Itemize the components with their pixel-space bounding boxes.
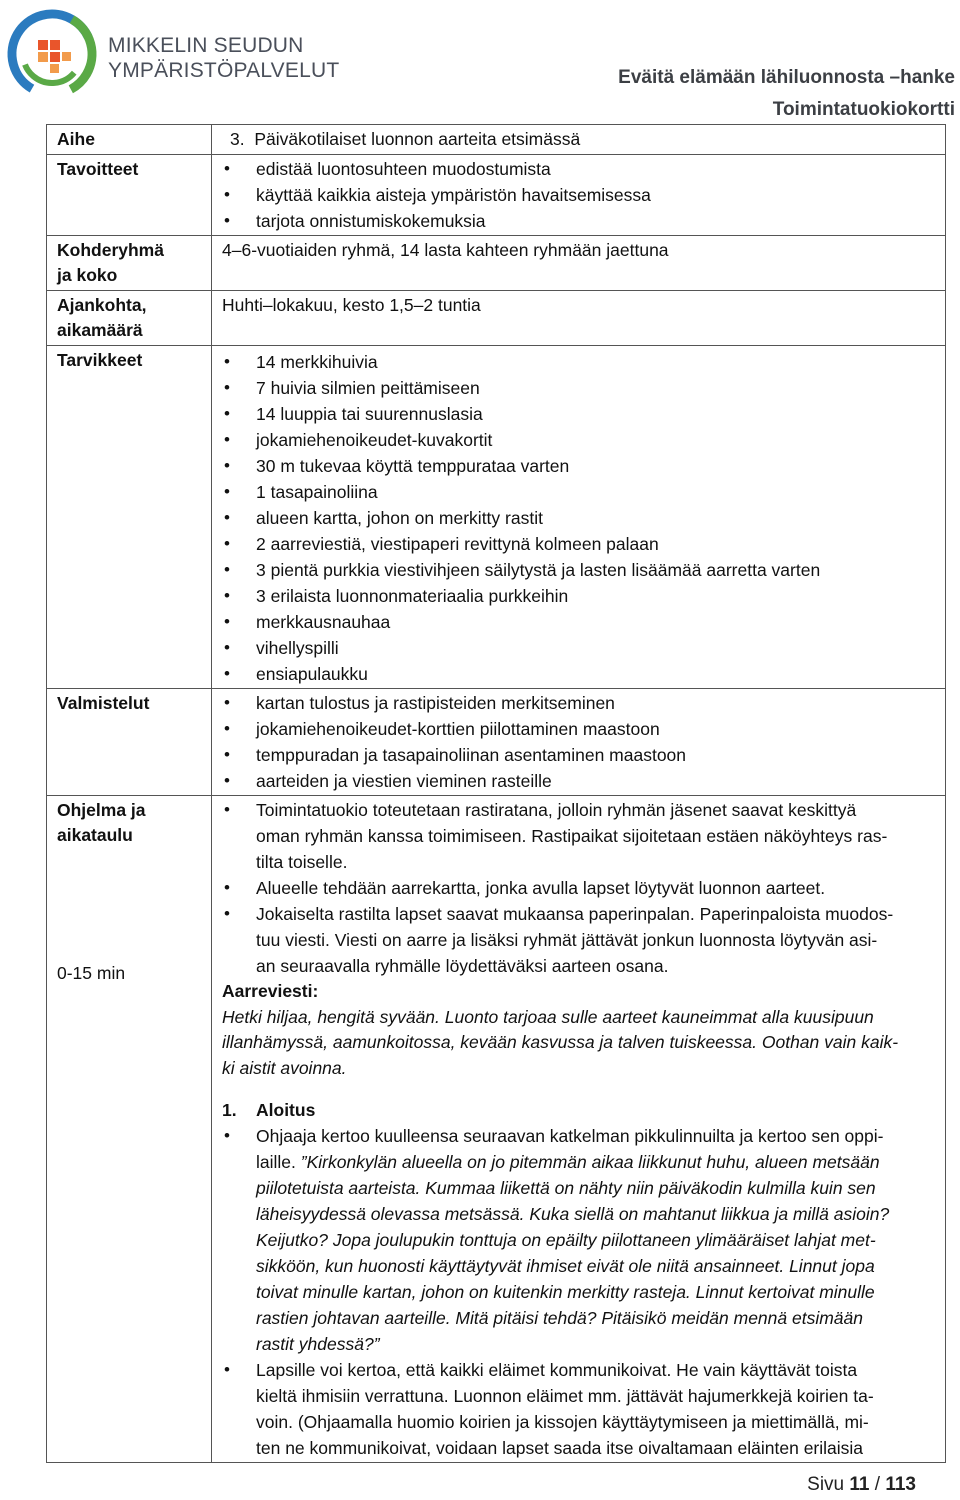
row-ohjelma [47, 796, 946, 1083]
list-item: • 3 pientä purkkia viestivihjeen säilytystä ja lasten lisäämää aarretta varten [222, 557, 937, 583]
list-item: • 7 huivia silmien peittämiseen [222, 375, 937, 401]
supplies-list [222, 349, 937, 687]
list-item: • 2 aarreviestiä, viestipaperi revittynä kolmeen palaan [222, 531, 937, 557]
row-label [47, 963, 212, 1463]
activity-card-table [46, 124, 946, 1463]
list-item: • jokamiehenoikeudet-korttien piilottaminen maastoon [222, 716, 937, 742]
list-item: • Alueelle tehdään aarrekartta, jonka avulla lapset löytyvät luonnon aarteet. [222, 875, 937, 901]
document-type: Toimintatuokiokortti [772, 99, 955, 120]
section-heading: 1. Aloitus [222, 1100, 316, 1120]
list-item: • 14 merkkihuivia [222, 349, 937, 375]
treasure-message-label: Aarreviesti: [222, 981, 319, 1001]
project-name: Eväitä elämään lähiluonnosta –hanke [618, 67, 955, 88]
page-number: Sivu 11 / 113 [807, 1474, 916, 1495]
list-item: • alueen kartta, johon on merkitty rastit [222, 505, 937, 531]
start-list [222, 1123, 937, 1461]
org-name-line1: MIKKELIN SEUDUN [108, 34, 304, 57]
list-item: • ensiapulaukku [222, 661, 937, 687]
row-aihe [47, 125, 946, 155]
list-item: • temppuradan ja tasapainoliinan asentaminen maastoon [222, 742, 937, 768]
list-item: • tarjota onnistumiskokemuksia [222, 208, 937, 234]
list-item: • Lapsille voi kertoa, että kaikki eläimet kommunikoivat. He vain käyttävät toista kieltä ihmisiin verrattuna. Luonnon eläimet mm. jättävät hajumerkkejä koirien ta- voin. (Ohjaamalla huomio koirien ja kissojen käyttäytymiseen ja miettimällä, mi- ten ne kommunikoivat, voidaan lapset saada itse oivaltamaan eläinten erilaisia [222, 1357, 937, 1461]
list-item: • jokamiehenoikeudet-kuvakortit [222, 427, 937, 453]
row-ajankohta [47, 291, 946, 346]
list-item: • merkkausnauhaa [222, 609, 937, 635]
topic-value: 3. Päiväkotilaiset luonnon aarteita etsimässä [230, 129, 581, 149]
organization-logo [4, 4, 340, 100]
target-group-value: 4–6-vuotiaiden ryhmä, 14 lasta kahteen ryhmään jaettuna [222, 240, 669, 260]
list-item: • 14 luuppia tai suurennuslasia [222, 401, 937, 427]
logo-mark-icon [4, 4, 104, 100]
row-label: Ajankohta, aikamäärä [47, 291, 212, 346]
list-item: • käyttää kaikkia aisteja ympäristön havaitsemisessa [222, 182, 937, 208]
list-item: • aarteiden ja viestien vieminen rasteille [222, 768, 937, 794]
row-label: Kohderyhmä ja koko [47, 236, 212, 291]
row-tarvikkeet [47, 346, 946, 689]
list-item: • 3 erilaista luonnonmateriaalia purkkeihin [222, 583, 937, 609]
document-header [618, 62, 955, 126]
row-label: Tavoitteet [47, 155, 212, 236]
list-item: • kartan tulostus ja rastipisteiden merkitseminen [222, 690, 937, 716]
list-item: • Jokaiselta rastilta lapset saavat mukaansa paperinpalan. Paperinpaloista muodos- tuu viesti. Viesti on aarre ja lisäksi ryhmät jättävät jonkun luonnosta löytyvän asi- an seuraavalla ryhmälle löydettäväksi aarteen osana. [222, 901, 937, 979]
list-item: • 1 tasapainoliina [222, 479, 937, 505]
list-item: • edistää luontosuhteen muodostumista [222, 156, 937, 182]
time-slot: 0-15 min [57, 963, 126, 983]
row-valmistelut [47, 689, 946, 796]
goals-list [222, 156, 937, 234]
list-item: • Toimintatuokio toteutetaan rastiratana, jolloin ryhmän jäsenet saavat keskittyä oman ryhmän kanssa toimimiseen. Rastipaikat sijoitetaan estäen näköyhteys ras- tilta toiselle. [222, 797, 937, 875]
row-label: Ohjelma ja aikataulu [47, 796, 212, 1083]
preparations-list [222, 690, 937, 794]
row-label: Valmistelut [47, 689, 212, 796]
program-list [222, 797, 937, 979]
row-kohderyhma [47, 236, 946, 291]
row-aloitus [47, 1082, 946, 1463]
org-name-line2: YMPÄRISTÖPALVELUT [108, 59, 340, 82]
treasure-message: Hetki hiljaa, hengitä syvään. Luonto tarjoaa sulle aarteet kauneimmat alla kuusipuun illanhämyssä, aamunkoitossa, kevään kasvussa ja talven tuiskeessa. Oothan vain kaik- ki aistit avoinna. [222, 1006, 899, 1078]
row-label: Tarvikkeet [47, 346, 212, 689]
timing-value: Huhti–lokakuu, kesto 1,5–2 tuntia [222, 295, 481, 315]
list-item: • Ohjaaja kertoo kuulleensa seuraavan katkelman pikkulinnuilta ja kertoo sen oppi- laille. ”Kirkonkylän alueella on jo pitemmän aikaa liikkunut huhu, alueen metsään piilotetuista aarteista. Kummaa liikettä on nähty niin päiväkodin kulmilla kuin sen läheisyydessä olevassa metsässä. Kuka siellä on mahtanut liikkua ja millä asioin? Keijutko? Jopa joulupukin tonttuja on epäilty piilottaneen ylimääräiset lahjat met- sikköön, kun huonosti käyttäytyvät ihmiset eivät ole niitä ansainneet. Linnut jopa toivat minulle kartan, johon on kuitenkin merkitty rasteja. Linnut kertoivat minulle rastien johtavan aarteille. Mitä pitäisi tehdä? Pitäisikö meidän mennä etsimään rastit yhdessä?” [222, 1123, 937, 1357]
row-label: Aihe [47, 125, 212, 155]
row-tavoitteet [47, 155, 946, 236]
list-item: • vihellyspilli [222, 635, 937, 661]
list-item: • 30 m tukevaa köyttä temppurataa varten [222, 453, 937, 479]
